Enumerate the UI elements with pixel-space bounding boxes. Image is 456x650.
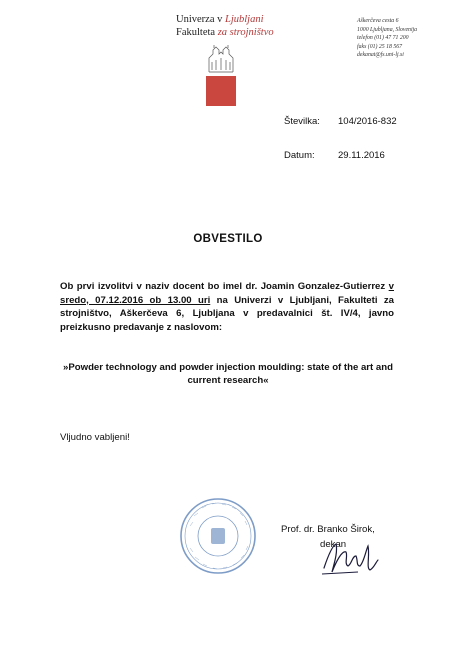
address-line: 1000 Ljubljana, Slovenija [357, 26, 418, 33]
handwritten-signature [318, 534, 380, 578]
official-seal [178, 496, 258, 576]
lecture-title: »Powder technology and powder injection moulding: state of the art and current research« [63, 362, 393, 387]
faculty-address [357, 17, 417, 60]
university-name [176, 14, 264, 25]
closing-text: Vljudno vabljeni! [60, 432, 130, 443]
signatory-name: Prof. dr. Branko Širok, [281, 524, 375, 535]
date-label: Datum: [284, 150, 315, 161]
paragraph-intro: Ob prvi izvolitvi v naziv docent bo imel dr. Joamin Gonzalez-Gutierrez [60, 281, 389, 292]
logo-red-block [206, 76, 236, 106]
address-line: dekanat@fs.uni-lj.si [357, 52, 404, 59]
address-line: faks (01) 25 18 567 [357, 43, 403, 50]
address-line: telefon (01) 47 71 200 [357, 35, 409, 42]
faculty-name [176, 27, 274, 38]
document-title: OBVESTILO [193, 233, 263, 245]
announcement-paragraph [60, 280, 394, 334]
university-prefix: Univerza v [176, 14, 225, 25]
paragraph-date-time: v sredo, 07.12.2016 ob 13.00 uri [60, 281, 394, 306]
number-value: 104/2016-832 [338, 116, 397, 127]
faculty-logo [206, 44, 236, 106]
paragraph-location: na Univerzi v Ljubljani, Fakulteti za strojništvo, Aškerčeva 6, Ljubljana v predavalnici št. IV/4, javno preizkusno predavanje z naslovom: [60, 294, 394, 333]
signatory-role: dekan [320, 539, 347, 550]
faculty-prefix: Fakulteta [176, 27, 218, 38]
date-value: 29.11.2016 [338, 150, 385, 161]
number-label: Številka: [284, 116, 320, 127]
faculty-suffix: za strojništvo [217, 27, 274, 38]
address-line: Aškerčeva cesta 6 [357, 18, 399, 24]
university-city: Ljubljani [224, 14, 264, 25]
